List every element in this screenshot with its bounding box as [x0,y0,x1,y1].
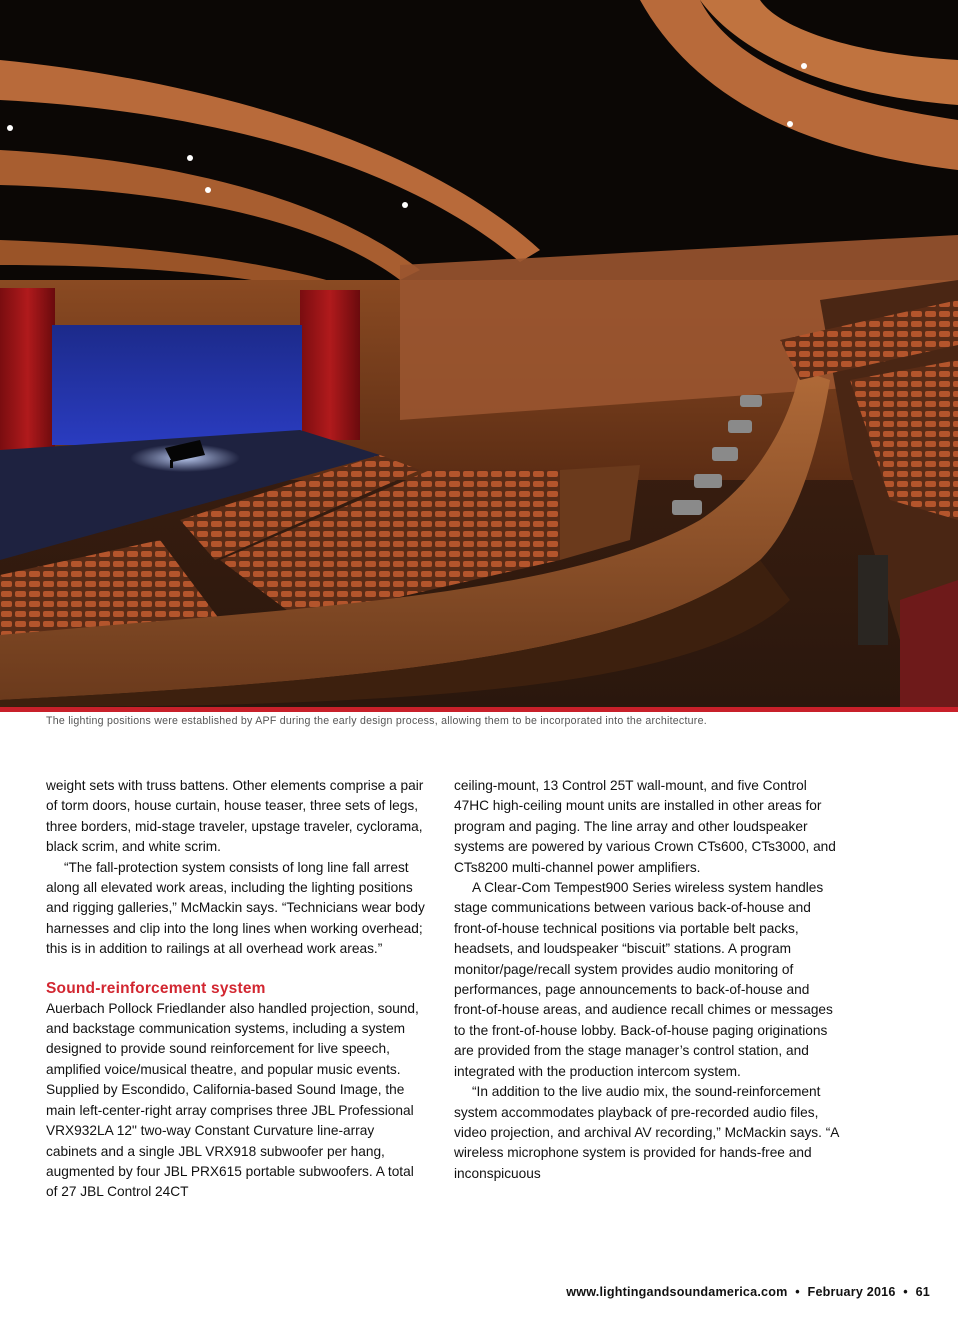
footer-separator: • [903,1285,908,1299]
page-footer [566,1285,930,1299]
photo-caption: The lighting positions were established by APF during the early design process, allowing them to be incorporated into the architecture. [46,715,707,727]
footer-issue: February 2016 [807,1285,896,1299]
section-heading: Sound-reinforcement system [46,979,266,997]
left-column [46,776,428,1203]
footer-url[interactable]: www.lightingandsoundamerica.com [566,1285,788,1299]
body-paragraph: ceiling-mount, 13 Control 25T wall-mount, and five Control 47HC high-ceiling mount units are installed in other areas for program and paging. The line array and other loudspeaker systems are powered by various Crown CTs600, CTs3000, and CTs8200 multi-channel power amplifiers. [454,778,836,875]
caption-rule [0,707,958,712]
body-paragraph: weight sets with truss battens. Other elements comprise a pair of torm doors, house curtain, house teaser, three sets of legs, three borders, mid-stage traveler, upstage traveler, cyclorama, black scrim, and white scrim. [46,778,424,855]
body-paragraph: A Clear-Com Tempest900 Series wireless system handles stage communications between various back-of-house and front-of-house technical positions via portable belt packs, headsets, and loudspeaker “biscuit” stations. A program monitor/page/recall system provides audio monitoring of performances, page announcements to back-of-house and front-of-house areas, and audience recall chimes or messages to the front-of-house lobby. Back-of-house paging originations are provided from the stage manager’s control station, and integrated with the production intercom system. [454,880,833,1079]
body-paragraph: Auerbach Pollock Friedlander also handled projection, sound, and backstage communication systems, including a system designed to provide sound reinforcement for live speech, amplified voice/musical theatre, and popular music events. Supplied by Escondido, California-based Sound Image, the main left-center-right array comprises three JBL Professional VRX932LA 12" two-way Constant Curvature line-array cabinets and a single JBL VRX918 subwoofer per hang, augmented by four JBL PRX615 portable subwoofers. A total of 27 JBL Control 24CT [46,1000,419,1200]
body-paragraph: “The fall-protection system consists of long line fall arrest along all elevated work areas, including the lighting positions and rigging galleries,” McMackin says. “Technicians wear body harnesses and clip into the long lines when working overhead; this is in addition to railings at all overhead work areas.” [46,859,425,957]
right-column [454,776,842,1184]
page-number: 61 [915,1285,930,1299]
body-paragraph: “In addition to the live audio mix, the sound-reinforcement system accommodates playback of pre-recorded audio files, video projection, and archival AV recording,” McMackin says. “A wireless microphone system is provided for hands-free and inconspicuous [454,1084,839,1181]
footer-separator: • [795,1285,800,1299]
